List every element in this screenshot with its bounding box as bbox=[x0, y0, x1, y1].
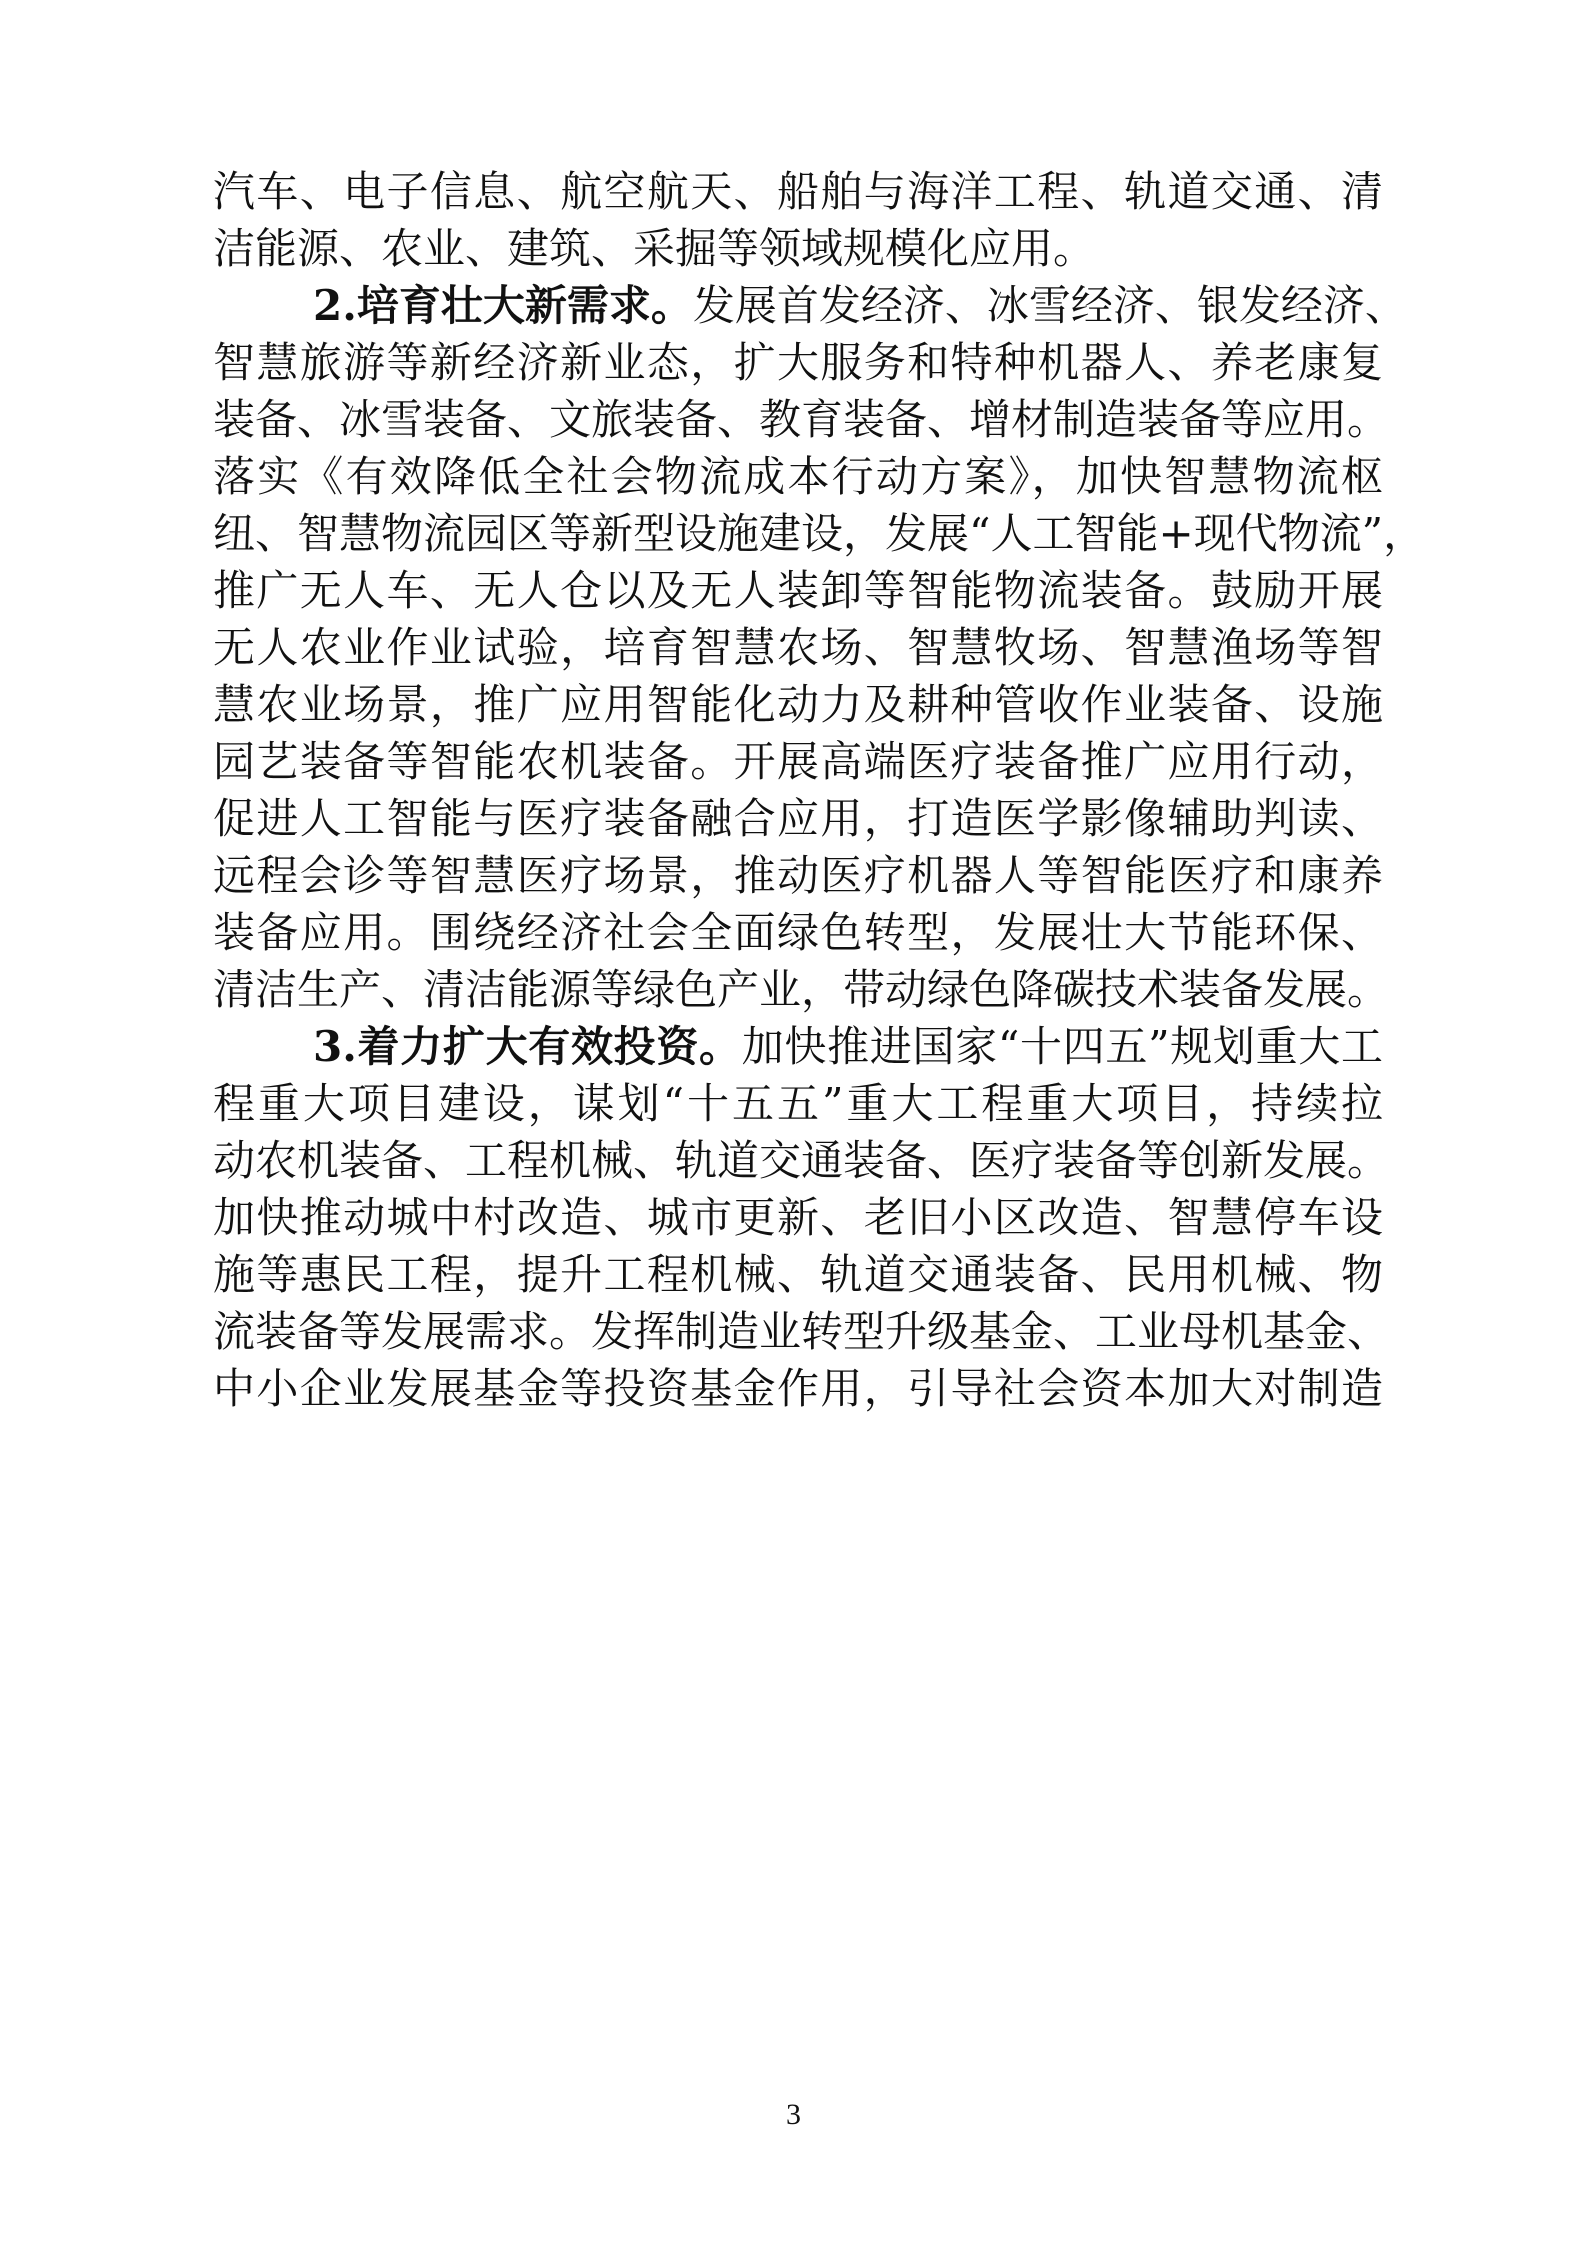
body-line: 程重大项目建设，谋划“十五五”重大工程重大项目，持续拉 bbox=[213, 1079, 1383, 1128]
body-line: 施等惠民工程，提升工程机械、轨道交通装备、民用机械、物 bbox=[213, 1250, 1383, 1299]
body-line: 落实《有效降低全社会物流成本行动方案》，加快智慧物流枢 bbox=[213, 452, 1383, 501]
body-line: 纽、智慧物流园区等新型设施建设，发展“人工智能+现代物流”， bbox=[213, 509, 1426, 558]
body-line: 智慧旅游等新经济新业态，扩大服务和特种机器人、养老康复 bbox=[213, 338, 1383, 387]
body-line: 流装备等发展需求。发挥制造业转型升级基金、工业母机基金、 bbox=[213, 1307, 1390, 1356]
section-2-heading: 2.培育壮大新需求。 bbox=[313, 281, 693, 330]
body-line: 装备、冰雪装备、文旅装备、教育装备、增材制造装备等应用。 bbox=[213, 395, 1390, 444]
body-line: 促进人工智能与医疗装备融合应用，打造医学影像辅助判读、 bbox=[213, 794, 1383, 843]
section-3-heading: 3.着力扩大有效投资。 bbox=[313, 1022, 742, 1071]
body-line: 装备应用。围绕经济社会全面绿色转型，发展壮大节能环保、 bbox=[213, 908, 1383, 957]
section-3-first-line bbox=[213, 1017, 1383, 1077]
body-line: 园艺装备等智能农机装备。开展高端医疗装备推广应用行动， bbox=[213, 737, 1383, 786]
body-line: 远程会诊等智慧医疗场景，推动医疗机器人等智能医疗和康养 bbox=[213, 851, 1383, 900]
body-line: 慧农业场景，推广应用智能化动力及耕种管收作业装备、设施 bbox=[213, 680, 1383, 729]
body-line: 加快推动城中村改造、城市更新、老旧小区改造、智慧停车设 bbox=[213, 1193, 1383, 1242]
body-line: 清洁生产、清洁能源等绿色产业，带动绿色降碳技术装备发展。 bbox=[213, 965, 1390, 1014]
section-2-text: 发展首发经济、冰雪经济、银发经济、 bbox=[692, 281, 1407, 330]
section-3-text: 加快推进国家“十四五”规划重大工 bbox=[741, 1022, 1383, 1071]
page-number: 3 bbox=[786, 2098, 801, 2131]
body-line: 汽车、电子信息、航空航天、船舶与海洋工程、轨道交通、清 bbox=[213, 167, 1383, 216]
body-line: 中小企业发展基金等投资基金作用，引导社会资本加大对制造 bbox=[213, 1364, 1383, 1413]
body-line: 洁能源、农业、建筑、采掘等领域规模化应用。 bbox=[213, 224, 1096, 273]
section-2-first-line bbox=[213, 276, 1407, 336]
body-line: 动农机装备、工程机械、轨道交通装备、医疗装备等创新发展。 bbox=[213, 1136, 1390, 1185]
body-line: 推广无人车、无人仓以及无人装卸等智能物流装备。鼓励开展 bbox=[213, 566, 1383, 615]
body-line: 无人农业作业试验，培育智慧农场、智慧牧场、智慧渔场等智 bbox=[213, 623, 1383, 672]
